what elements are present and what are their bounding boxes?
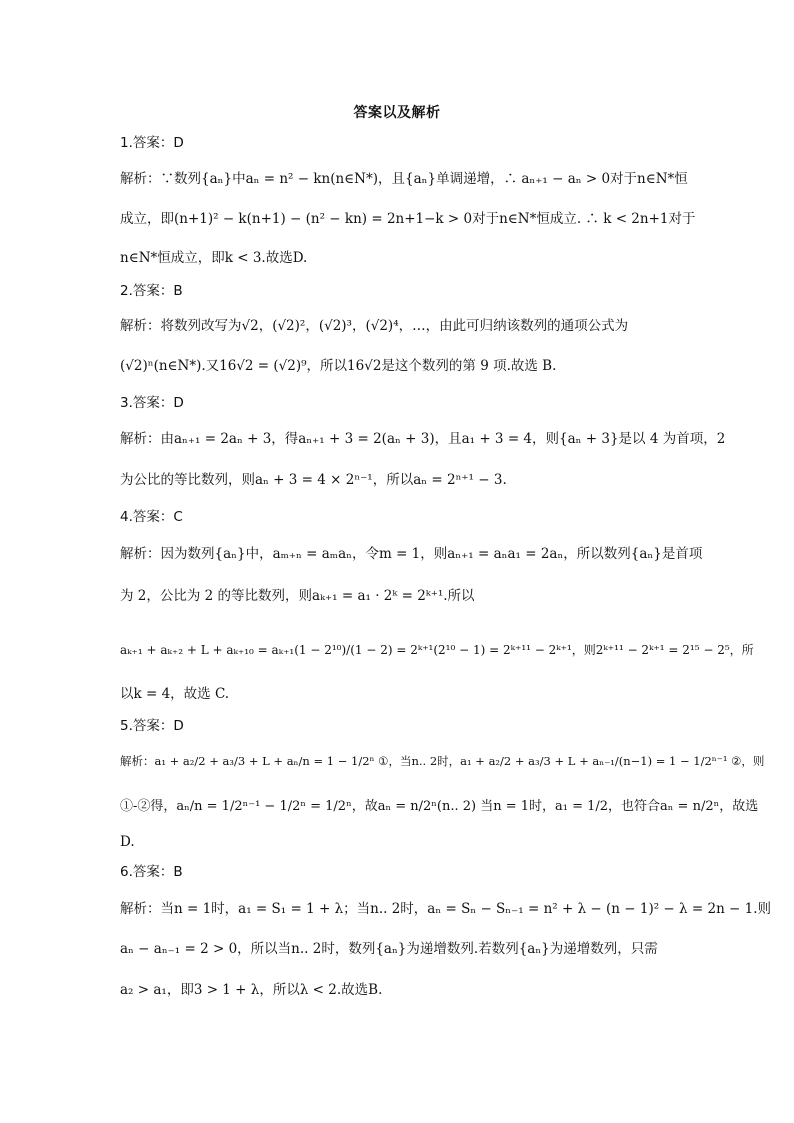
solution-2-line-1: 解析：将数列改写为√2，(√2)²，(√2)³，(√2)⁴，…，由此可归纳该数列的通项公式为 <box>120 318 629 334</box>
solution-5-line-1: 解析：a₁ + a₂/2 + a₃/3 + L + aₙ/n = 1 − 1/2ⁿ ①，当n.. 2时，a₁ + a₂/2 + a₃/3 + L + aₙ₋₁/(n−1) = 1 − 1/2ⁿ⁻¹ ②，则 <box>120 754 765 768</box>
solution-1-line-3: n∈N*恒成立，即k < 3.故选D. <box>120 250 308 266</box>
solution-4-line-4: 以k = 4，故选 C. <box>120 686 230 702</box>
solution-5-line-2: ①-②得，aₙ/n = 1/2ⁿ⁻¹ − 1/2ⁿ = 1/2ⁿ，故aₙ = n/2ⁿ(n.. 2) 当n = 1时，a₁ = 1/2，也符合aₙ = n/2ⁿ，故选 <box>120 799 759 814</box>
answer-6: 6.答案：B <box>120 864 183 880</box>
page-title: 答案以及解析 <box>353 105 441 121</box>
answer-1: 1.答案：D <box>120 135 184 151</box>
solution-4-line-1: 解析：因为数列{aₙ}中，aₘ₊ₙ = aₘaₙ，令m = 1，则aₙ₊₁ = aₙa₁ = 2aₙ，所以数列{aₙ}是首项 <box>120 546 703 562</box>
solution-6-line-3: a₂ > a₁，即3 > 1 + λ，所以λ < 2.故选B. <box>120 982 383 998</box>
solution-4-line-2: 为 2，公比为 2 的等比数列，则aₖ₊₁ = a₁ · 2ᵏ = 2ᵏ⁺¹.所以 <box>120 588 475 604</box>
solution-6-line-1: 解析：当n = 1时，a₁ = S₁ = 1 + λ；当n.. 2时，aₙ = Sₙ − Sₙ₋₁ = n² + λ − (n − 1)² − λ = 2n − 1.则 <box>120 901 772 917</box>
solution-2-line-2: (√2)ⁿ(n∈N*).又16√2 = (√2)⁹，所以16√2是这个数列的第 9 项.故选 B. <box>120 358 557 374</box>
solution-3-line-2: 为公比的等比数列，则aₙ + 3 = 4 × 2ⁿ⁻¹，所以aₙ = 2ⁿ⁺¹ − 3. <box>120 472 507 488</box>
solution-3-line-1: 解析：由aₙ₊₁ = 2aₙ + 3，得aₙ₊₁ + 3 = 2(aₙ + 3)，且a₁ + 3 = 4，则{aₙ + 3}是以 4 为首项，2 <box>120 431 726 447</box>
solution-1-line-2: 成立，即(n+1)² − k(n+1) − (n² − kn) = 2n+1−k > 0对于n∈N*恒成立. ∴ k < 2n+1对于 <box>120 211 696 227</box>
solution-1-line-1: 解析：∵数列{aₙ}中aₙ = n² − kn(n∈N*)，且{aₙ}单调递增，∴ aₙ₊₁ − aₙ > 0对于n∈N*恒 <box>120 171 688 187</box>
answer-5: 5.答案：D <box>120 718 184 734</box>
answer-4: 4.答案：C <box>120 509 183 525</box>
solution-4-line-3: aₖ₊₁ + aₖ₊₂ + L + aₖ₊₁₀ = aₖ₊₁(1 − 2¹⁰)/(1 − 2) = 2ᵏ⁺¹(2¹⁰ − 1) = 2ᵏ⁺¹¹ − 2ᵏ⁺¹，则2ᵏ⁺¹¹ − 2ᵏ⁺¹ = 2¹⁵ − 2⁵，所 <box>120 643 754 657</box>
answer-2: 2.答案：B <box>120 283 183 299</box>
solution-6-line-2: aₙ − aₙ₋₁ = 2 > 0，所以当n.. 2时，数列{aₙ}为递增数列.若数列{aₙ}为递增数列，只需 <box>120 941 658 957</box>
solution-5-line-3: D. <box>120 834 135 850</box>
answer-3: 3.答案：D <box>120 395 184 411</box>
